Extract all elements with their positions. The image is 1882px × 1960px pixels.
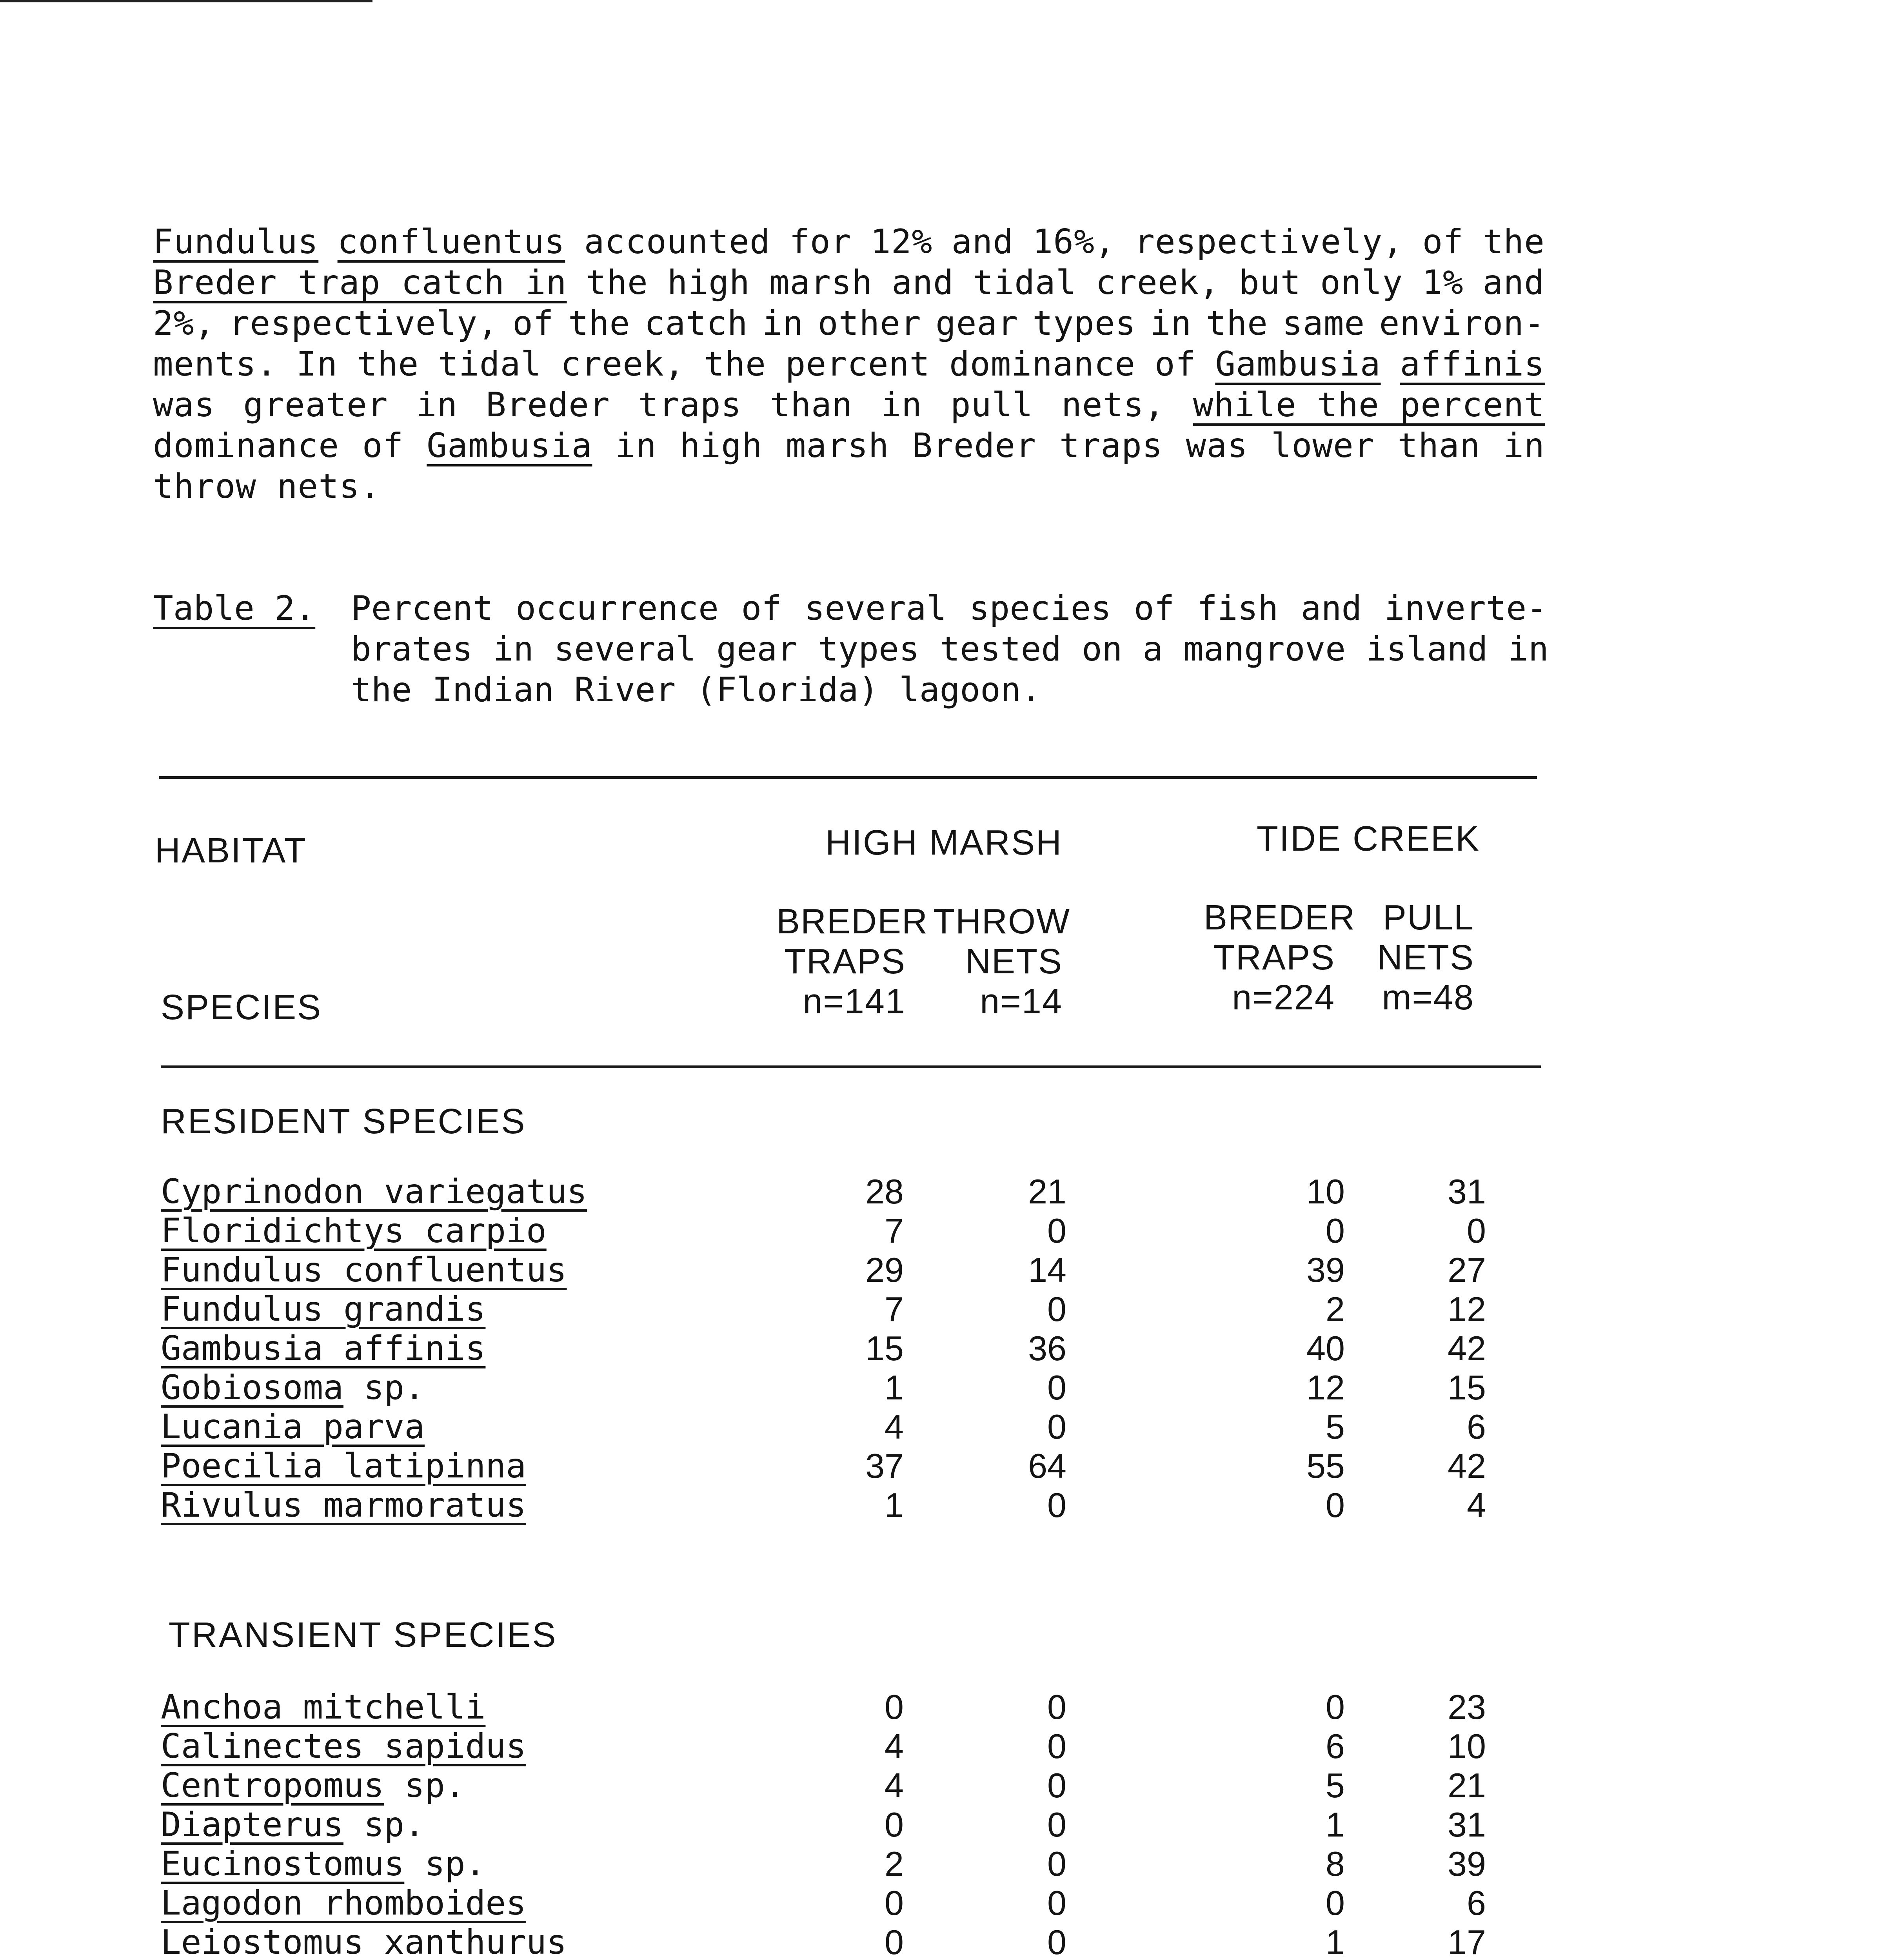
- percent-cell: 28: [865, 1172, 904, 1211]
- table-row: [0, 1329, 1882, 1368]
- table-row: [0, 1211, 1882, 1250]
- word: lower: [1271, 426, 1375, 465]
- species-name: [161, 1727, 526, 1766]
- table-row: [0, 1446, 1882, 1486]
- caption-word: Percent: [351, 589, 493, 628]
- percent-cell: 31: [1448, 1805, 1486, 1844]
- caption-word: occurrence: [516, 589, 719, 628]
- species-binomial: Gobiosoma: [161, 1368, 343, 1407]
- word: dominance: [949, 345, 1136, 384]
- word: in: [881, 385, 923, 425]
- word: of: [1422, 222, 1464, 261]
- percent-cell: 42: [1448, 1329, 1486, 1368]
- species-binomial: Cyprinodon variegatus: [161, 1172, 587, 1211]
- percent-cell: 39: [1306, 1250, 1345, 1289]
- paragraph-line: [153, 221, 1545, 262]
- word: creek,: [560, 345, 685, 384]
- word: tidal: [973, 263, 1077, 302]
- word: than: [1397, 426, 1481, 465]
- table-row: [0, 1884, 1882, 1923]
- percent-cell: 0: [1047, 1805, 1066, 1844]
- percent-cell: 0: [1047, 1368, 1066, 1407]
- percent-cell: 0: [1047, 1884, 1066, 1922]
- word: in: [615, 426, 657, 465]
- species-name: [161, 1486, 526, 1525]
- word: nets,: [1061, 385, 1165, 425]
- column-header-line: THROW: [933, 902, 1070, 941]
- group-high-marsh: HIGH MARSH: [825, 823, 1063, 862]
- percent-cell: 37: [865, 1446, 904, 1485]
- species-name: [161, 1884, 526, 1923]
- percent-cell: 15: [865, 1329, 904, 1368]
- italic-term: Fundulus: [153, 222, 319, 261]
- species-name: [161, 1250, 567, 1290]
- word: pull: [950, 385, 1034, 425]
- species-binomial: Fundulus grandis: [161, 1290, 486, 1329]
- percent-cell: 0: [1326, 1884, 1345, 1922]
- percent-cell: 10: [1306, 1172, 1345, 1211]
- scan-edge-rule: [0, 0, 372, 2]
- species-binomial: Rivulus marmoratus: [161, 1486, 526, 1525]
- word: was: [153, 385, 215, 425]
- italic-term: while the percent: [1193, 385, 1545, 425]
- word: percent: [785, 345, 930, 384]
- word: the: [568, 304, 630, 343]
- word: for: [789, 222, 852, 261]
- group-tide-creek: TIDE CREEK: [1257, 819, 1481, 858]
- word: 1%: [1422, 263, 1464, 302]
- paragraph-line: [153, 303, 1545, 344]
- species-binomial: Leiostomus xanthurus: [161, 1923, 567, 1960]
- percent-cell: 12: [1306, 1368, 1345, 1407]
- percent-cell: 0: [1326, 1688, 1345, 1726]
- word: catch: [644, 304, 748, 343]
- paragraph-line: [153, 344, 1545, 385]
- percent-cell: 0: [1047, 1407, 1066, 1446]
- percent-cell: 40: [1306, 1329, 1345, 1368]
- caption-line-2: brates in several gear types tested on a mangrove island in: [351, 630, 1549, 669]
- species-binomial: Diapterus: [161, 1805, 343, 1844]
- word: same: [1282, 304, 1365, 343]
- word: than: [770, 385, 853, 425]
- column-header-line: NETS: [965, 942, 1063, 981]
- caption-word: fish: [1197, 589, 1279, 628]
- percent-cell: 0: [885, 1884, 904, 1922]
- percent-cell: 0: [885, 1923, 904, 1960]
- species-binomial: Poecilia latipinna: [161, 1446, 526, 1486]
- paragraph-line: [153, 262, 1545, 303]
- word: in: [1150, 304, 1192, 343]
- word: in: [762, 304, 804, 343]
- transient-species-heading: TRANSIENT SPECIES: [169, 1615, 558, 1655]
- word: high: [667, 263, 750, 302]
- species-binomial: Eucinostomus: [161, 1844, 405, 1884]
- paragraph-line: [153, 385, 1545, 425]
- percent-cell: 10: [1448, 1727, 1486, 1766]
- percent-cell: 7: [885, 1290, 904, 1328]
- column-header-line: BREDER: [776, 902, 928, 941]
- word: other: [817, 304, 921, 343]
- species-name: [161, 1766, 465, 1805]
- column-header-line: TRAPS: [784, 942, 906, 981]
- percent-cell: 0: [1047, 1486, 1066, 1524]
- word: traps: [1059, 426, 1163, 465]
- species-binomial: Fundulus confluentus: [161, 1250, 567, 1290]
- caption-word: several: [804, 589, 947, 628]
- percent-cell: 6: [1467, 1407, 1486, 1446]
- word: 12%: [870, 222, 933, 261]
- word: environ-: [1379, 304, 1545, 343]
- italic-term: confluentus: [337, 222, 565, 261]
- species-label: SPECIES: [161, 988, 322, 1027]
- column-header-hm-breder-traps: [776, 902, 928, 1022]
- caption-word: inverte-: [1384, 589, 1547, 628]
- percent-cell: 21: [1448, 1766, 1486, 1805]
- column-header-line: TRAPS: [1213, 938, 1335, 977]
- table-row: [0, 1766, 1882, 1805]
- species-binomial: Lagodon rhomboides: [161, 1884, 526, 1923]
- species-binomial: Lucania parva: [161, 1407, 425, 1446]
- table-top-rule: [159, 776, 1537, 779]
- percent-cell: 7: [885, 1211, 904, 1250]
- species-suffix: sp.: [343, 1368, 425, 1407]
- word: but: [1239, 263, 1301, 302]
- percent-cell: 1: [1326, 1923, 1345, 1960]
- species-binomial: Gambusia affinis: [161, 1329, 486, 1368]
- word: respectively,: [229, 304, 498, 343]
- word: the: [356, 345, 419, 384]
- word: greater: [243, 385, 388, 425]
- column-header-line: m=48: [1382, 978, 1474, 1017]
- body-paragraph: [153, 221, 1545, 507]
- word: the: [1206, 304, 1268, 343]
- word: respectively,: [1134, 222, 1404, 261]
- species-name: [161, 1446, 526, 1486]
- word: the: [1482, 222, 1545, 261]
- species-suffix: sp.: [404, 1844, 486, 1884]
- percent-cell: 1: [885, 1368, 904, 1407]
- percent-cell: 2: [1326, 1290, 1345, 1328]
- species-name: [161, 1368, 425, 1407]
- table-header-rule: [161, 1065, 1541, 1068]
- table-row: [0, 1923, 1882, 1960]
- percent-cell: 42: [1448, 1446, 1486, 1485]
- word: was: [1186, 426, 1248, 465]
- percent-cell: 14: [1028, 1250, 1066, 1289]
- percent-cell: 0: [1047, 1844, 1066, 1883]
- table-row: [0, 1250, 1882, 1290]
- species-binomial: Centropomus: [161, 1766, 384, 1805]
- word: traps: [638, 385, 742, 425]
- word: accounted: [584, 222, 770, 261]
- column-header-line: NETS: [1377, 938, 1474, 977]
- word: of: [362, 426, 404, 465]
- caption-word: of: [1134, 589, 1175, 628]
- percent-cell: 5: [1326, 1766, 1345, 1805]
- italic-term: Gambusia: [1215, 345, 1381, 384]
- table-row: [0, 1805, 1882, 1844]
- column-header-hm-throw-nets: [933, 902, 1070, 1022]
- column-header-tc-pull-nets: [1364, 898, 1474, 1018]
- word: tidal: [438, 345, 542, 384]
- word: marsh: [769, 263, 873, 302]
- word: marsh: [785, 426, 889, 465]
- word: ments.: [153, 345, 277, 384]
- percent-cell: 4: [885, 1727, 904, 1766]
- word: dominance: [153, 426, 339, 465]
- percent-cell: 0: [1047, 1290, 1066, 1328]
- paragraph-line: [153, 466, 1545, 507]
- percent-cell: 0: [1326, 1211, 1345, 1250]
- word: high: [679, 426, 763, 465]
- percent-cell: 1: [1326, 1805, 1345, 1844]
- caption-line-3: the Indian River (Florida) lagoon.: [351, 670, 1041, 710]
- word: only: [1320, 263, 1403, 302]
- table-row: [0, 1486, 1882, 1525]
- table-row: [0, 1844, 1882, 1884]
- caption-word: of: [741, 589, 782, 628]
- word: Breder: [486, 385, 610, 425]
- percent-cell: 0: [885, 1805, 904, 1844]
- caption-word: and: [1301, 589, 1362, 628]
- percent-cell: 0: [1047, 1766, 1066, 1805]
- paragraph-line: [153, 425, 1545, 466]
- species-name: [161, 1805, 425, 1844]
- column-header-tc-breder-traps: [1204, 898, 1356, 1018]
- percent-cell: 64: [1028, 1446, 1066, 1485]
- word: In: [296, 345, 338, 384]
- species-name: [161, 1923, 567, 1960]
- percent-cell: 17: [1448, 1923, 1486, 1960]
- word: gear: [935, 304, 1019, 343]
- column-header-line: PULL: [1382, 898, 1474, 937]
- word: types: [1032, 304, 1136, 343]
- caption-text: [351, 588, 1547, 710]
- word: 16%,: [1032, 222, 1115, 261]
- species-binomial: Floridichtys carpio: [161, 1211, 547, 1250]
- column-header-line: n=14: [980, 982, 1063, 1021]
- species-name: [161, 1688, 485, 1727]
- percent-cell: 0: [1047, 1688, 1066, 1726]
- percent-cell: 2: [885, 1844, 904, 1883]
- table-row: [0, 1290, 1882, 1329]
- word: 2%,: [153, 304, 215, 343]
- percent-cell: 0: [885, 1688, 904, 1726]
- word: of: [1154, 345, 1196, 384]
- species-name: [161, 1290, 485, 1329]
- species-binomial: Anchoa mitchelli: [161, 1688, 486, 1727]
- percent-cell: 27: [1448, 1250, 1486, 1289]
- percent-cell: 6: [1326, 1727, 1345, 1766]
- percent-cell: 39: [1448, 1844, 1486, 1883]
- percent-cell: 36: [1028, 1329, 1066, 1368]
- percent-cell: 12: [1448, 1290, 1486, 1328]
- italic-term: affinis: [1400, 345, 1545, 384]
- species-suffix: sp.: [384, 1766, 465, 1805]
- column-header-line: n=141: [803, 982, 906, 1021]
- word: Breder: [912, 426, 1036, 465]
- percent-cell: 6: [1467, 1884, 1486, 1922]
- percent-cell: 8: [1326, 1844, 1345, 1883]
- column-header-line: n=224: [1232, 978, 1335, 1017]
- percent-cell: 5: [1326, 1407, 1345, 1446]
- percent-cell: 0: [1047, 1727, 1066, 1766]
- species-name: [161, 1407, 425, 1446]
- column-header-line: BREDER: [1204, 898, 1356, 937]
- species-binomial: Calinectes sapidus: [161, 1727, 526, 1766]
- percent-cell: 1: [885, 1486, 904, 1524]
- word: the: [586, 263, 648, 302]
- word: throw nets.: [153, 467, 381, 506]
- table-row: [0, 1172, 1882, 1211]
- percent-cell: 55: [1306, 1446, 1345, 1485]
- resident-species-heading: RESIDENT SPECIES: [161, 1102, 527, 1141]
- word: creek,: [1095, 263, 1220, 302]
- percent-cell: 0: [1047, 1923, 1066, 1960]
- percent-cell: 15: [1448, 1368, 1486, 1407]
- habitat-label: HABITAT: [155, 831, 307, 870]
- table-row: [0, 1688, 1882, 1727]
- caption-word: species: [969, 589, 1112, 628]
- word: and: [1482, 263, 1545, 302]
- percent-cell: 0: [1326, 1486, 1345, 1524]
- percent-cell: 23: [1448, 1688, 1486, 1726]
- caption-line-1: [351, 588, 1547, 629]
- table-row: [0, 1368, 1882, 1407]
- percent-cell: 0: [1467, 1211, 1486, 1250]
- word: and: [951, 222, 1014, 261]
- word: in: [416, 385, 458, 425]
- percent-cell: 31: [1448, 1172, 1486, 1211]
- percent-cell: 21: [1028, 1172, 1066, 1211]
- species-name: [161, 1211, 547, 1250]
- percent-cell: 4: [885, 1407, 904, 1446]
- percent-cell: 4: [1467, 1486, 1486, 1524]
- table-row: [0, 1407, 1882, 1446]
- word: the: [704, 345, 766, 384]
- word: and: [892, 263, 954, 302]
- table-row: [0, 1727, 1882, 1766]
- word: of: [512, 304, 554, 343]
- word: in: [1503, 426, 1545, 465]
- species-name: [161, 1172, 587, 1211]
- italic-term: Gambusia: [427, 426, 592, 465]
- species-name: [161, 1329, 485, 1368]
- percent-cell: 29: [865, 1250, 904, 1289]
- percent-cell: 0: [1047, 1211, 1066, 1250]
- species-name: [161, 1844, 485, 1884]
- species-suffix: sp.: [343, 1805, 425, 1844]
- italic-term: Breder trap catch in: [153, 263, 567, 302]
- percent-cell: 4: [885, 1766, 904, 1805]
- table-label: Table 2.: [153, 589, 316, 628]
